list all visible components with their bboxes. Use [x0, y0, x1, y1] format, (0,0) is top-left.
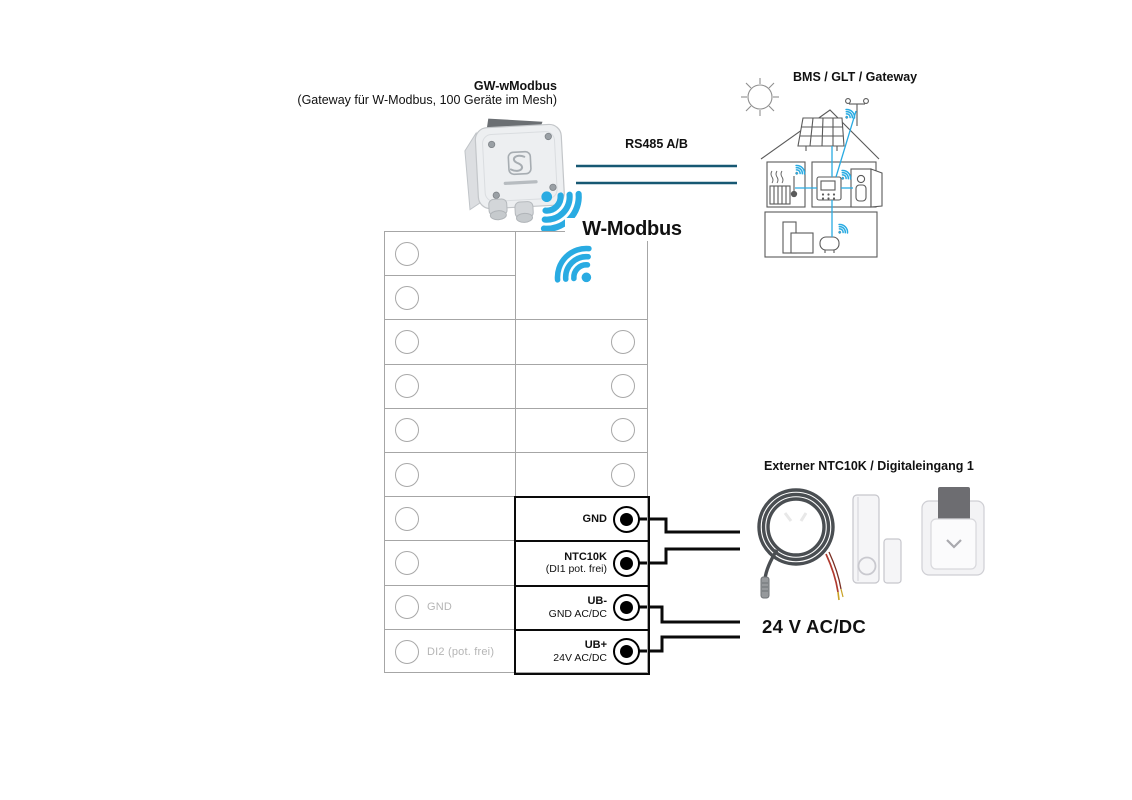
terminal-row	[385, 409, 515, 453]
power-supply-label: 24 V AC/DC	[762, 616, 867, 637]
terminal-circle	[611, 330, 635, 354]
terminal-circle	[395, 463, 419, 487]
gateway-title: GW-wModbus	[473, 79, 557, 93]
terminal-table-left-column	[385, 232, 516, 672]
gateway-subtitle: (Gateway für W-Modbus, 100 Geräte im Mesh)	[297, 93, 557, 107]
terminal-connector-gnd	[613, 506, 640, 533]
rs485-label: RS485 A/B	[625, 137, 688, 151]
terminal-circle	[611, 463, 635, 487]
terminal-row-gnd: GND	[385, 586, 515, 630]
terminal-connector-ntc10k	[613, 550, 640, 577]
rs485-bus-lines	[576, 166, 737, 183]
wmodbus-label: W-Modbus	[565, 218, 699, 241]
terminal-cell-ntc10k: NTC10K (DI1 pot. frei)	[514, 540, 650, 586]
external-sensors-label: Externer NTC10K / Digitaleingang 1	[764, 459, 974, 473]
terminal-table	[384, 231, 648, 673]
terminal-row	[385, 497, 515, 541]
terminal-circle	[395, 507, 419, 531]
terminal-circle	[395, 374, 419, 398]
terminal-row	[385, 453, 515, 497]
ntc-cable-sensor-image	[759, 490, 843, 600]
keycard-holder-image	[922, 487, 984, 575]
solar-wifi-icon	[842, 108, 857, 123]
sun-icon	[741, 78, 779, 116]
door-contact-sensor-image	[853, 495, 901, 583]
bms-label: BMS / GLT / Gateway	[793, 70, 918, 84]
terminal-circle	[395, 286, 419, 310]
terminal-circle	[395, 418, 419, 442]
terminal-circle	[395, 640, 419, 664]
terminal-row	[516, 409, 647, 453]
bms-building-icon	[741, 78, 882, 257]
terminal-row	[385, 365, 515, 409]
terminal-circle	[395, 242, 419, 266]
wifi-cell	[516, 232, 647, 320]
terminal-circle	[395, 551, 419, 575]
terminal-circle	[611, 418, 635, 442]
terminal-row	[385, 276, 515, 320]
terminal-connector-ub-plus	[613, 638, 640, 665]
terminal-cell-gnd: GND	[514, 496, 650, 542]
terminal-row-di2: DI2 (pot. frei)	[385, 630, 515, 674]
terminal-row	[385, 541, 515, 585]
terminal-connector-ub-minus	[613, 594, 640, 621]
terminal-circle	[395, 330, 419, 354]
terminal-row	[516, 365, 647, 409]
terminal-circle	[395, 595, 419, 619]
terminal-cell-ub-minus: UB- GND AC/DC	[514, 585, 650, 631]
gateway-caption	[297, 79, 557, 107]
terminal-row	[516, 320, 647, 364]
terminal-row	[516, 453, 647, 497]
terminal-cell-ub-plus: UB+ 24V AC/DC	[514, 629, 650, 675]
terminal-row	[385, 320, 515, 364]
terminal-circle	[611, 374, 635, 398]
terminal-wires	[639, 519, 740, 651]
terminal-row	[385, 232, 515, 276]
